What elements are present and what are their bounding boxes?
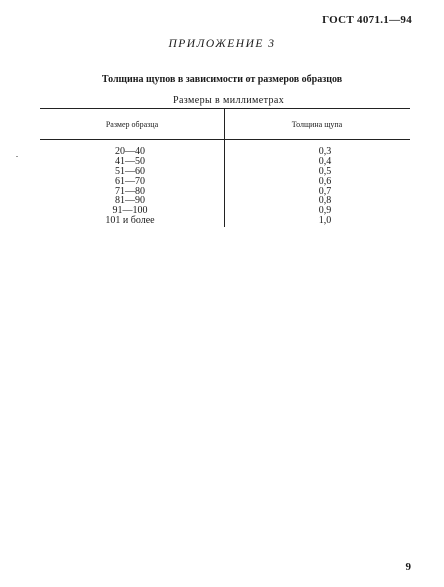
table-cell-size: 81—90 [115, 195, 145, 207]
column-header-sample-size: Размер образца [105, 120, 159, 129]
probe-thickness-column [295, 147, 355, 226]
page-number: 9 [405, 561, 411, 573]
sample-size-column [90, 147, 170, 226]
table-title: Толщина щупов в зависимости от размеров образцов [101, 74, 343, 85]
scan-speck [16, 156, 18, 157]
table-top-rule [40, 108, 410, 109]
table-cell-thickness: 0,4 [318, 155, 332, 167]
table-cell-size: 20—40 [115, 146, 145, 157]
table-cell-thickness: 1,0 [318, 215, 332, 227]
table-cell-size: 61—70 [115, 175, 145, 187]
table-cell-thickness: 0,8 [318, 195, 332, 207]
appendix-title: ПРИЛОЖЕНИЕ 3 [168, 38, 276, 50]
table-cell-thickness: 0,9 [318, 205, 332, 217]
table-cell-size: 91—100 [112, 205, 148, 217]
table-cell-size: 41—50 [115, 155, 145, 167]
table-cell-thickness: 0,6 [318, 175, 332, 187]
units-note: Размеры в миллиметрах [173, 95, 285, 106]
document-code: ГОСТ 4071.1—94 [322, 14, 412, 26]
table-cell-size: 101 и более [105, 215, 155, 227]
column-header-probe-thickness: Толщина щупа [291, 120, 343, 129]
table-cell-size: 51—60 [115, 165, 145, 177]
table-cell-size: 71—80 [115, 185, 145, 197]
table-cell-thickness: 0,3 [318, 146, 332, 157]
table-cell-thickness: 0,7 [318, 185, 332, 197]
table-cell-thickness: 0,5 [318, 165, 332, 177]
table-header-rule [40, 139, 410, 140]
